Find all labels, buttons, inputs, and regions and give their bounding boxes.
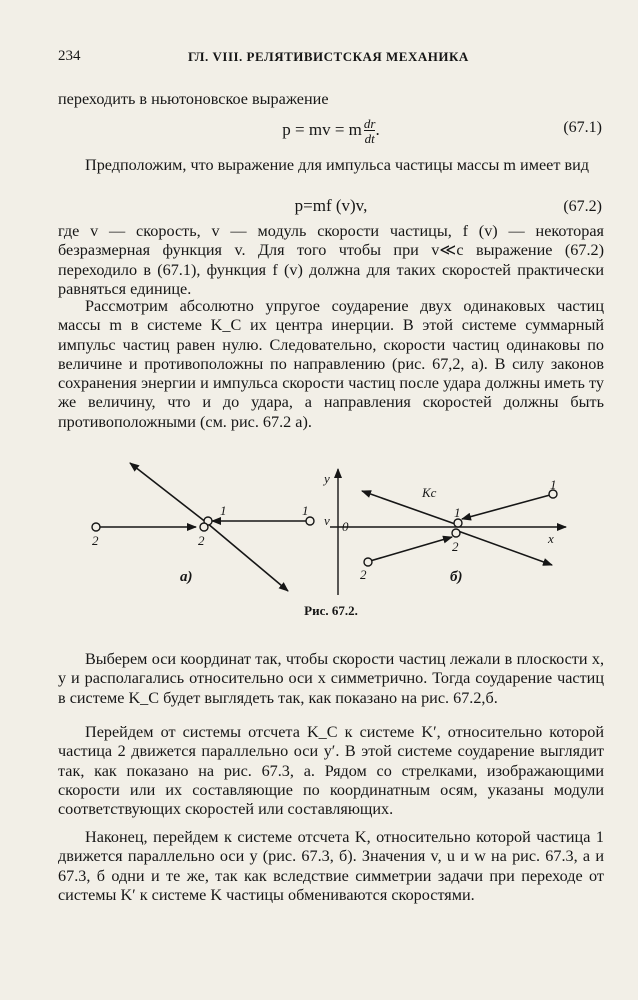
equation-67-1-tail: . bbox=[375, 119, 380, 139]
paragraph-3: Рассмотрим абсолютно упругое соударение двух одинаковых частиц массы m в системе K_C их центра инерции. В этой системе суммарный импульс частиц равен нулю. Следовательно, скорости частиц одинаковы по величине и противоположны по направлению (рис. 67,2, а). В силу законов сохранения энергии и импульса скорости частиц после удара должны иметь ту же величину, что и до удара, а направления скоростей должны быть противоположными (см. рис. 67.2 а). bbox=[58, 297, 604, 431]
equation-67-1 bbox=[58, 116, 604, 146]
intro-line-block bbox=[58, 90, 604, 109]
paragraph-4-block bbox=[58, 650, 604, 708]
figure-67-2 bbox=[80, 455, 600, 623]
label-1-center-b: 1 bbox=[454, 505, 461, 520]
label-2-left-a: 2 bbox=[92, 533, 99, 548]
panel-b-label: б) bbox=[450, 569, 463, 585]
particle-2-b-center bbox=[452, 529, 460, 537]
equation-67-2 bbox=[58, 196, 604, 222]
equation-67-1-fraction bbox=[364, 117, 376, 145]
intro-line: переходить в ньютоновское выражение bbox=[58, 90, 329, 108]
label-1-right-b: 1 bbox=[550, 477, 557, 492]
page-header bbox=[58, 48, 602, 68]
paragraph-2: где v — скорость, v — модуль скорости частицы, f (v) — некоторая безразмерная функция v. Для того чтобы при v≪c выражение (67.2) переходило в (67.1), функция f (v) должна для таких скоростей практически равняться единице. bbox=[58, 222, 604, 298]
paragraph-2-block bbox=[58, 222, 604, 299]
equation-67-1-formula bbox=[58, 117, 604, 145]
label-2-center-a: 2 bbox=[198, 533, 205, 548]
origin-label: 0 bbox=[342, 519, 349, 534]
particle-2-center bbox=[200, 523, 208, 531]
label-2-center-b: 2 bbox=[452, 539, 459, 554]
paragraph-5: Перейдем от системы отсчета K_C к системе K′, относительно которой частица 2 движется параллельно оси y′. В этой системе соударение выглядит так, как показано на рис. 67.3, а. Рядом со стрелками, изображающими скорости или их составляющие по координатным осям, указаны модули соответствующих скоростей или составляющих. bbox=[58, 723, 604, 819]
label-1-center-a: 1 bbox=[220, 503, 227, 518]
y-axis-label: y bbox=[324, 471, 330, 486]
fraction-denominator: dt bbox=[364, 131, 375, 146]
outgoing-arrow-up bbox=[362, 491, 458, 525]
figure-caption: Рис. 67.2. bbox=[304, 603, 358, 618]
figure-67-2-drawing bbox=[80, 455, 600, 605]
fraction-numerator: dr bbox=[363, 116, 376, 131]
paragraph-3-block bbox=[58, 297, 604, 432]
paragraph-1-block bbox=[58, 156, 604, 175]
label-2-left-b: 2 bbox=[360, 567, 367, 582]
kc-label: Kc bbox=[422, 485, 437, 500]
particle-2-start bbox=[92, 523, 100, 531]
paragraph-6: Наконец, перейдем к системе отсчета K, относительно которой частица 1 движется параллельно оси y (рис. 67.3, б). Значения v, u и w на рис. 67.3, а и 67.3, б одни и те же, так как вследствие симметрии задачи при переходе от системы K′ к системе K частицы обмениваются скоростями. bbox=[58, 828, 604, 904]
label-1-right-a: 1 bbox=[302, 503, 309, 518]
paragraph-1: Предположим, что выражение для импульса частицы массы m имеет вид bbox=[85, 156, 589, 174]
paragraph-6-block bbox=[58, 828, 604, 905]
equation-67-1-lhs: p = mv = m bbox=[282, 119, 362, 139]
particle-2-left bbox=[364, 558, 372, 566]
panel-a-label: а) bbox=[180, 569, 193, 585]
incoming-arrow-1 bbox=[462, 495, 550, 519]
paragraph-5-block bbox=[58, 723, 604, 819]
paragraph-4: Выберем оси координат так, чтобы скорости частиц лежали в плоскости x, y и располагались относительно оси x симметрично. Тогда соударение частиц в системе K_C будет выглядеть так, как показано на рис. 67.2,б. bbox=[58, 650, 604, 707]
equation-67-2-formula: p=mf (v)v, bbox=[294, 196, 368, 215]
page-number: 234 bbox=[58, 48, 81, 64]
incoming-arrow-2 bbox=[370, 537, 452, 561]
equation-67-1-number: (67.1) bbox=[563, 119, 602, 136]
diagonal-arrow-down bbox=[207, 523, 288, 591]
diagonal-arrow-up bbox=[130, 463, 207, 523]
running-title: ГЛ. VIII. РЕЛЯТИВИСТСКАЯ МЕХАНИКА bbox=[188, 49, 469, 64]
v-label: v bbox=[324, 513, 330, 528]
outgoing-arrow-down bbox=[458, 531, 552, 565]
equation-67-2-number: (67.2) bbox=[563, 198, 602, 215]
x-axis-label: x bbox=[548, 531, 554, 546]
